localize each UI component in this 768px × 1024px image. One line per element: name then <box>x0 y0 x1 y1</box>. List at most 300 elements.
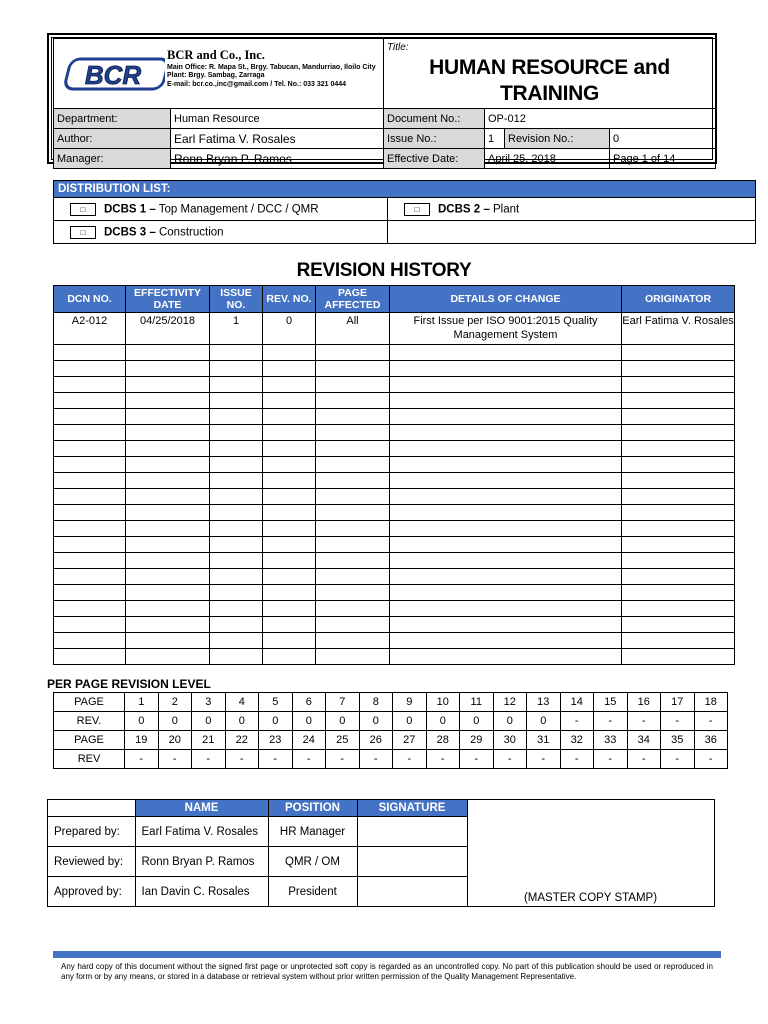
per-page-cell: 27 <box>393 731 427 750</box>
department-label: Department: <box>54 109 171 129</box>
table-cell <box>54 585 126 601</box>
per-page-cell: - <box>460 750 494 769</box>
table-cell <box>210 361 263 377</box>
table-cell <box>126 457 210 473</box>
table-cell <box>126 441 210 457</box>
docno-value: OP-012 <box>485 109 716 129</box>
table-row-empty <box>54 617 735 633</box>
signoff-role: Reviewed by: <box>48 847 135 877</box>
per-page-cell: 6 <box>292 693 326 712</box>
per-page-cell: - <box>326 750 360 769</box>
table-cell <box>316 457 390 473</box>
signature-field[interactable] <box>357 817 467 847</box>
company-plant: Plant: Brgy. Sambag, Zarraga <box>167 72 265 80</box>
table-cell <box>622 409 735 425</box>
table-row-empty <box>54 457 735 473</box>
per-page-row-label: REV. <box>54 712 125 731</box>
per-page-cell: - <box>393 750 427 769</box>
table-cell <box>126 521 210 537</box>
per-page-row <box>54 731 728 750</box>
per-page-cell: 18 <box>694 693 728 712</box>
distribution-header: DISTRIBUTION LIST: <box>54 181 756 198</box>
per-page-row-label: PAGE <box>54 731 125 750</box>
signoff-name: Earl Fatima V. Rosales <box>135 817 268 847</box>
per-page-cell: 0 <box>125 712 159 731</box>
per-page-cell: - <box>627 712 661 731</box>
table-cell <box>390 377 622 393</box>
per-page-cell: 12 <box>493 693 527 712</box>
company-name: BCR and Co., Inc. <box>167 47 265 62</box>
table-cell <box>263 617 316 633</box>
revno-value: 0 <box>610 129 716 149</box>
table-cell: A2-012 <box>54 313 126 345</box>
company-block <box>54 39 384 109</box>
table-cell <box>263 585 316 601</box>
table-cell <box>622 537 735 553</box>
company-contact: E-mail: bcr.co.,inc@gmail.com / Tel. No.: 033 321 0444 <box>167 80 347 88</box>
per-page-cell: 0 <box>359 712 393 731</box>
table-cell <box>54 505 126 521</box>
table-row-empty <box>54 361 735 377</box>
distribution-item <box>54 198 388 221</box>
manager-label: Manager: <box>54 149 171 169</box>
title-cell <box>384 39 716 109</box>
per-page-cell: 0 <box>192 712 226 731</box>
table-cell <box>390 361 622 377</box>
per-page-cell: - <box>527 750 561 769</box>
table-cell <box>126 473 210 489</box>
table-cell <box>263 377 316 393</box>
per-page-row-label: PAGE <box>54 693 125 712</box>
per-page-cell: 11 <box>460 693 494 712</box>
per-page-cell: 7 <box>326 693 360 712</box>
table-cell <box>316 361 390 377</box>
table-cell <box>622 633 735 649</box>
table-row-empty <box>54 633 735 649</box>
revision-header-row <box>54 286 735 313</box>
table-cell <box>54 521 126 537</box>
signoff-name: Ronn Bryan P. Ramos <box>135 847 268 877</box>
per-page-cell: 0 <box>393 712 427 731</box>
table-cell <box>622 473 735 489</box>
table-cell <box>126 633 210 649</box>
per-page-cell: - <box>627 750 661 769</box>
docno-label: Document No.: <box>384 109 485 129</box>
per-page-row <box>54 712 728 731</box>
table-cell <box>316 505 390 521</box>
table-cell <box>126 361 210 377</box>
per-page-cell: - <box>359 750 393 769</box>
per-page-cell: - <box>560 750 594 769</box>
per-page-row <box>54 750 728 769</box>
per-page-cell: - <box>426 750 460 769</box>
table-cell <box>390 505 622 521</box>
per-page-cell: 0 <box>493 712 527 731</box>
table-cell <box>263 409 316 425</box>
table-cell <box>263 505 316 521</box>
company-address <box>167 64 376 90</box>
per-page-cell: 31 <box>527 731 561 750</box>
table-cell <box>263 569 316 585</box>
table-cell <box>54 473 126 489</box>
revision-column-header: DCN NO. <box>54 286 126 313</box>
company-main-office: Main Office: R. Mapa St., Brgy. Tabucan, Mandurriao, Iloilo City <box>167 63 376 71</box>
table-cell <box>622 489 735 505</box>
table-cell <box>622 585 735 601</box>
per-page-cell: 0 <box>326 712 360 731</box>
issue-value: 1 <box>485 129 505 149</box>
signoff-role: Prepared by: <box>48 817 135 847</box>
per-page-cell: 35 <box>661 731 695 750</box>
per-page-cell: 8 <box>359 693 393 712</box>
per-page-cell: 10 <box>426 693 460 712</box>
per-page-cell: 29 <box>460 731 494 750</box>
table-cell <box>622 617 735 633</box>
table-cell <box>622 457 735 473</box>
table-row-empty <box>54 473 735 489</box>
table-cell <box>390 489 622 505</box>
table-cell <box>210 393 263 409</box>
per-page-cell: 0 <box>259 712 293 731</box>
signoff-header-row <box>48 800 467 817</box>
effdate-value: April 25, 2018 <box>485 149 610 169</box>
checkbox[interactable]: □ <box>404 203 430 216</box>
table-cell <box>622 425 735 441</box>
table-cell <box>622 505 735 521</box>
table-cell <box>210 569 263 585</box>
per-page-cell: - <box>192 750 226 769</box>
per-page-cell: - <box>125 750 159 769</box>
per-page-cell: 15 <box>594 693 628 712</box>
table-cell <box>622 441 735 457</box>
table-cell <box>316 489 390 505</box>
table-row-empty <box>54 393 735 409</box>
table-cell <box>316 553 390 569</box>
table-cell <box>390 649 622 665</box>
checkbox[interactable]: □ <box>70 203 96 216</box>
department-value: Human Resource <box>171 109 384 129</box>
table-cell <box>622 361 735 377</box>
table-cell <box>126 489 210 505</box>
table-cell <box>316 601 390 617</box>
signoff-table <box>48 800 468 906</box>
per-page-cell: 4 <box>225 693 259 712</box>
table-cell <box>54 345 126 361</box>
table-row-empty <box>54 553 735 569</box>
table-cell <box>54 361 126 377</box>
revision-column-header: EFFECTIVITY DATE <box>126 286 210 313</box>
table-cell <box>316 617 390 633</box>
table-cell <box>622 553 735 569</box>
per-page-row-label: REV <box>54 750 125 769</box>
table-cell <box>316 521 390 537</box>
table-cell <box>316 441 390 457</box>
per-page-cell: - <box>259 750 293 769</box>
table-cell <box>622 377 735 393</box>
table-cell <box>263 633 316 649</box>
table-cell <box>263 345 316 361</box>
table-cell <box>263 441 316 457</box>
table-cell <box>54 553 126 569</box>
table-cell <box>126 393 210 409</box>
signoff-name: Ian Davin C. Rosales <box>135 877 268 907</box>
table-cell <box>316 537 390 553</box>
table-row-empty <box>54 425 735 441</box>
distribution-code: DCBS 3 – <box>104 226 156 239</box>
revision-column-header: DETAILS OF CHANGE <box>390 286 622 313</box>
table-cell <box>126 601 210 617</box>
table-cell <box>54 489 126 505</box>
signoff-column-header <box>48 800 135 817</box>
table-row-empty <box>54 505 735 521</box>
document-header <box>47 33 717 164</box>
table-cell: Earl Fatima V. Rosales <box>622 313 735 345</box>
table-row-empty <box>54 585 735 601</box>
per-page-cell: 17 <box>661 693 695 712</box>
title-label: Title: <box>387 42 409 53</box>
revision-history-title: REVISION HISTORY <box>296 260 472 281</box>
signoff-row <box>48 817 467 847</box>
table-cell <box>390 425 622 441</box>
signoff-row <box>48 847 467 877</box>
signoff-column-header: NAME <box>135 800 268 817</box>
per-page-cell: - <box>292 750 326 769</box>
signoff-column-header: POSITION <box>268 800 357 817</box>
table-cell <box>210 649 263 665</box>
distribution-empty-cell <box>388 221 756 244</box>
per-page-cell: 19 <box>125 731 159 750</box>
table-cell <box>390 393 622 409</box>
revision-column-header: PAGE AFFECTED <box>316 286 390 313</box>
per-page-cell: 28 <box>426 731 460 750</box>
table-cell <box>54 441 126 457</box>
revno-label: Revision No.: <box>505 129 610 149</box>
table-cell <box>390 473 622 489</box>
table-cell <box>210 345 263 361</box>
table-cell <box>390 521 622 537</box>
table-cell <box>390 633 622 649</box>
table-cell <box>210 377 263 393</box>
table-cell <box>390 601 622 617</box>
per-page-cell: 21 <box>192 731 226 750</box>
master-copy-stamp-label: (MASTER COPY STAMP) <box>523 892 658 904</box>
table-cell <box>263 473 316 489</box>
author-label: Author: <box>54 129 171 149</box>
table-cell <box>210 473 263 489</box>
document-title: HUMAN RESOURCE and TRAINING <box>429 56 670 105</box>
per-page-cell: - <box>661 712 695 731</box>
table-cell <box>263 601 316 617</box>
table-cell <box>126 537 210 553</box>
master-copy-stamp-area <box>467 800 714 906</box>
per-page-cell: 20 <box>158 731 192 750</box>
table-cell <box>54 649 126 665</box>
distribution-desc: Construction <box>158 226 224 239</box>
distribution-item <box>388 198 756 221</box>
header-table <box>53 38 716 169</box>
per-page-cell: 0 <box>460 712 494 731</box>
per-page-cell: 9 <box>393 693 427 712</box>
per-page-cell: 0 <box>292 712 326 731</box>
table-cell <box>54 457 126 473</box>
per-page-cell: 23 <box>259 731 293 750</box>
table-cell <box>126 585 210 601</box>
per-page-row <box>54 693 728 712</box>
table-row-empty <box>54 441 735 457</box>
per-page-cell: - <box>694 750 728 769</box>
per-page-cell: 13 <box>527 693 561 712</box>
table-cell <box>390 553 622 569</box>
per-page-cell: 34 <box>627 731 661 750</box>
table-cell <box>316 473 390 489</box>
per-page-cell: 1 <box>125 693 159 712</box>
per-page-cell: 36 <box>694 731 728 750</box>
per-page-cell: 14 <box>560 693 594 712</box>
table-row-empty <box>54 649 735 665</box>
per-page-cell: 0 <box>426 712 460 731</box>
table-cell <box>263 649 316 665</box>
table-row-empty <box>54 521 735 537</box>
table-cell <box>263 521 316 537</box>
table-cell <box>390 537 622 553</box>
signoff-role: Approved by: <box>48 877 135 907</box>
table-cell <box>210 537 263 553</box>
table-cell <box>316 585 390 601</box>
table-cell <box>390 409 622 425</box>
distribution-desc: Top Management / DCC / QMR <box>158 203 319 216</box>
distribution-list <box>53 180 756 244</box>
table-cell <box>210 489 263 505</box>
table-cell <box>390 457 622 473</box>
per-page-cell: 26 <box>359 731 393 750</box>
table-cell <box>210 457 263 473</box>
table-cell <box>316 409 390 425</box>
table-cell <box>263 489 316 505</box>
table-cell: 04/25/2018 <box>126 313 210 345</box>
signoff-row <box>48 877 467 907</box>
table-cell <box>622 601 735 617</box>
table-cell <box>390 441 622 457</box>
distribution-item <box>54 221 388 244</box>
per-page-cell: 3 <box>192 693 226 712</box>
table-cell <box>210 505 263 521</box>
footer-bar <box>53 951 721 958</box>
table-cell <box>210 585 263 601</box>
table-cell <box>390 585 622 601</box>
table-cell <box>54 377 126 393</box>
per-page-cell: 5 <box>259 693 293 712</box>
table-row-empty <box>54 377 735 393</box>
author-value: Earl Fatima V. Rosales <box>171 129 384 149</box>
table-row-empty <box>54 601 735 617</box>
footer-disclaimer: Any hard copy of this document without the signed first page or unprotected soft copy is regarded as an uncontrolled copy. No part of this publication should be used or reproduced in any form or by any means, or stored in a database or retrieval system without prior written permission of the Quality Management Representative. <box>61 962 713 981</box>
checkbox[interactable]: □ <box>70 226 96 239</box>
per-page-cell: 22 <box>225 731 259 750</box>
table-cell <box>622 649 735 665</box>
table-cell <box>210 553 263 569</box>
per-page-cell: 32 <box>560 731 594 750</box>
table-cell <box>622 393 735 409</box>
table-cell <box>622 521 735 537</box>
per-page-cell: - <box>594 750 628 769</box>
table-cell <box>54 409 126 425</box>
per-page-cell: 2 <box>158 693 192 712</box>
table-cell <box>263 361 316 377</box>
table-cell <box>210 633 263 649</box>
table-cell <box>316 649 390 665</box>
table-row-empty <box>54 489 735 505</box>
per-page-cell: 30 <box>493 731 527 750</box>
per-page-cell: 0 <box>225 712 259 731</box>
table-cell <box>54 425 126 441</box>
table-cell <box>126 409 210 425</box>
table-cell <box>316 633 390 649</box>
signoff-column-header: SIGNATURE <box>357 800 467 817</box>
table-cell <box>210 521 263 537</box>
page-indicator: Page 1 of 14 <box>610 149 716 169</box>
table-cell <box>210 409 263 425</box>
table-cell <box>316 569 390 585</box>
per-page-cell: - <box>158 750 192 769</box>
table-cell <box>316 425 390 441</box>
revision-column-header: ORIGINATOR <box>622 286 735 313</box>
bcr-logo-icon <box>61 56 165 92</box>
logo-text: BCR <box>84 59 142 90</box>
revision-column-header: REV. NO. <box>263 286 316 313</box>
per-page-cell: - <box>560 712 594 731</box>
revision-column-header: ISSUE NO. <box>210 286 263 313</box>
table-cell <box>390 345 622 361</box>
revision-history-table <box>53 285 735 665</box>
table-cell <box>126 649 210 665</box>
per-page-cell: 16 <box>627 693 661 712</box>
table-cell <box>126 553 210 569</box>
table-cell <box>622 345 735 361</box>
table-cell <box>390 569 622 585</box>
signoff-position: HR Manager <box>268 817 357 847</box>
per-page-cell: 25 <box>326 731 360 750</box>
per-page-cell: - <box>594 712 628 731</box>
table-cell <box>126 569 210 585</box>
signature-field[interactable] <box>357 847 467 877</box>
table-row-empty <box>54 569 735 585</box>
table-cell: 1 <box>210 313 263 345</box>
table-cell <box>54 569 126 585</box>
distribution-code: DCBS 2 – <box>438 203 490 216</box>
per-page-cell: - <box>493 750 527 769</box>
signature-field[interactable] <box>357 877 467 907</box>
table-cell: First Issue per ISO 9001:2015 Quality Management System <box>390 313 622 345</box>
table-cell <box>316 345 390 361</box>
table-cell: All <box>316 313 390 345</box>
per-page-cell: 0 <box>158 712 192 731</box>
distribution-desc: Plant <box>492 203 520 216</box>
table-cell <box>54 393 126 409</box>
issue-label: Issue No.: <box>384 129 485 149</box>
table-row-empty <box>54 409 735 425</box>
table-cell <box>263 537 316 553</box>
per-page-title: PER PAGE REVISION LEVEL <box>47 677 211 691</box>
per-page-cell: 33 <box>594 731 628 750</box>
per-page-cell: - <box>225 750 259 769</box>
table-cell <box>210 617 263 633</box>
table-cell <box>390 617 622 633</box>
table-cell <box>263 553 316 569</box>
distribution-code: DCBS 1 – <box>104 203 156 216</box>
table-cell <box>263 425 316 441</box>
per-page-cell: - <box>694 712 728 731</box>
table-cell <box>210 601 263 617</box>
